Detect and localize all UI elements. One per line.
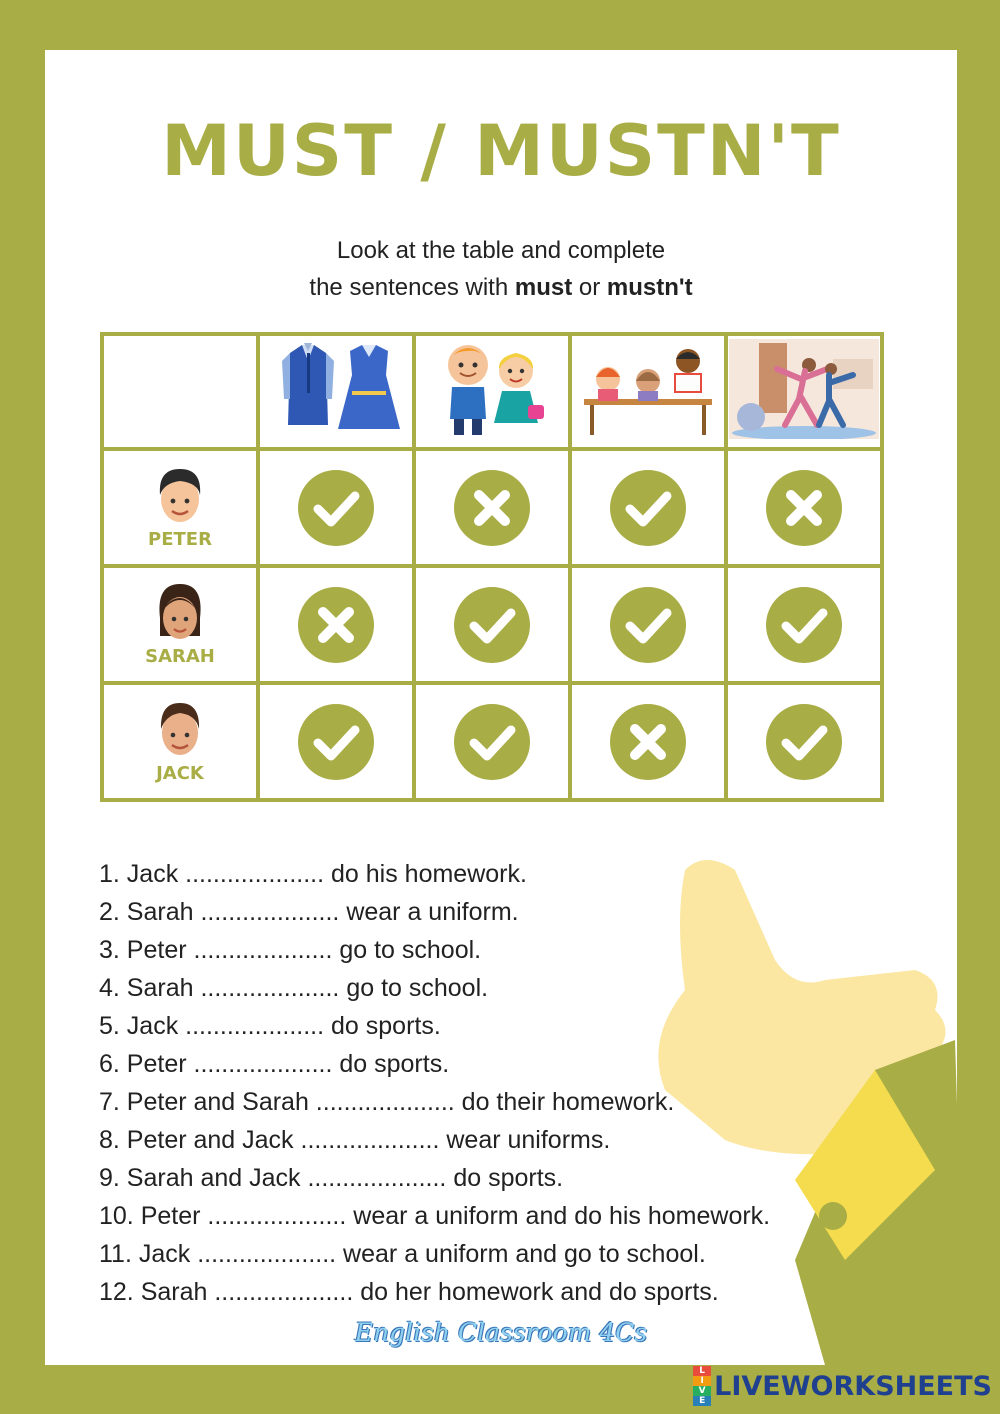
must-table xyxy=(100,332,884,802)
liveworksheets-logo[interactable] xyxy=(693,1366,992,1406)
check-icon xyxy=(296,702,376,782)
mark-cell xyxy=(726,566,882,683)
sentence: 7. Peter and Sarah .................... do their homework. xyxy=(99,1088,675,1116)
mark-cell xyxy=(258,449,414,566)
sentence: 9. Sarah and Jack .................... do sports. xyxy=(99,1164,564,1192)
column-uniform xyxy=(258,334,414,449)
uniform-icon xyxy=(268,339,404,439)
check-icon xyxy=(608,468,688,548)
sentence: 2. Sarah .................... wear a uniform. xyxy=(99,898,519,926)
person-name: SARAH xyxy=(145,646,215,667)
instructions-line-2: the sentences with must or mustn't xyxy=(309,274,693,301)
sarah-face-icon xyxy=(154,582,206,644)
person-name: PETER xyxy=(148,529,212,550)
mark-cell xyxy=(414,449,570,566)
check-icon xyxy=(608,585,688,665)
mark-cell xyxy=(570,683,726,800)
live-badge-icon: L I V E xyxy=(693,1366,711,1406)
children-icon xyxy=(424,339,560,439)
person-cell xyxy=(102,683,258,800)
cross-icon xyxy=(608,702,688,782)
table-header-row xyxy=(102,334,882,449)
mark-cell xyxy=(570,566,726,683)
mark-cell xyxy=(726,683,882,800)
person-cell xyxy=(102,566,258,683)
page-title: MUST / MUSTN'T xyxy=(161,110,841,192)
mark-cell xyxy=(570,449,726,566)
mark-cell xyxy=(258,683,414,800)
sentence: 11. Jack .................... wear a uniform and go to school. xyxy=(99,1240,706,1268)
table-row-peter xyxy=(102,449,882,566)
sentence: 5. Jack .................... do sports. xyxy=(99,1012,441,1040)
credit-text: English Classroom 4Cs xyxy=(354,1318,648,1347)
mark-cell xyxy=(414,683,570,800)
mark-cell xyxy=(726,449,882,566)
check-icon xyxy=(452,585,532,665)
person-cell xyxy=(102,449,258,566)
word-mustnt: mustn't xyxy=(606,274,693,301)
table-row-jack xyxy=(102,683,882,800)
cross-icon xyxy=(296,585,376,665)
person-name: JACK xyxy=(156,763,204,784)
column-sports xyxy=(726,334,882,449)
sports-icon xyxy=(729,339,879,439)
sentence: 6. Peter .................... do sports. xyxy=(99,1050,450,1078)
mark-cell xyxy=(414,566,570,683)
check-icon xyxy=(764,585,844,665)
sentence: 10. Peter .................... wear a uniform and do his homework. xyxy=(99,1202,771,1230)
mark-cell xyxy=(258,566,414,683)
column-homework xyxy=(570,334,726,449)
homework-icon xyxy=(580,339,716,439)
sentence-list xyxy=(99,855,770,1311)
sentence: 8. Peter and Jack .................... wear uniforms. xyxy=(99,1126,611,1154)
sentence: 1. Jack .................... do his homework. xyxy=(99,860,527,888)
instructions xyxy=(45,232,957,306)
jack-face-icon xyxy=(154,699,206,761)
cross-icon xyxy=(452,468,532,548)
word-must: must xyxy=(514,274,573,301)
column-school xyxy=(414,334,570,449)
instructions-line-1: Look at the table and complete xyxy=(336,237,666,264)
worksheet xyxy=(45,50,957,1365)
corner-cell xyxy=(102,334,258,449)
check-icon xyxy=(296,468,376,548)
check-icon xyxy=(764,702,844,782)
check-icon xyxy=(452,702,532,782)
table-row-sarah xyxy=(102,566,882,683)
sentence: 4. Sarah .................... go to school. xyxy=(99,974,489,1002)
cross-icon xyxy=(764,468,844,548)
sentence: 3. Peter .................... go to school. xyxy=(99,936,482,964)
brand-text: LIVEWORKSHEETS xyxy=(714,1370,992,1402)
peter-face-icon xyxy=(154,465,206,527)
sentence: 12. Sarah .................... do her homework and do sports. xyxy=(99,1278,719,1306)
